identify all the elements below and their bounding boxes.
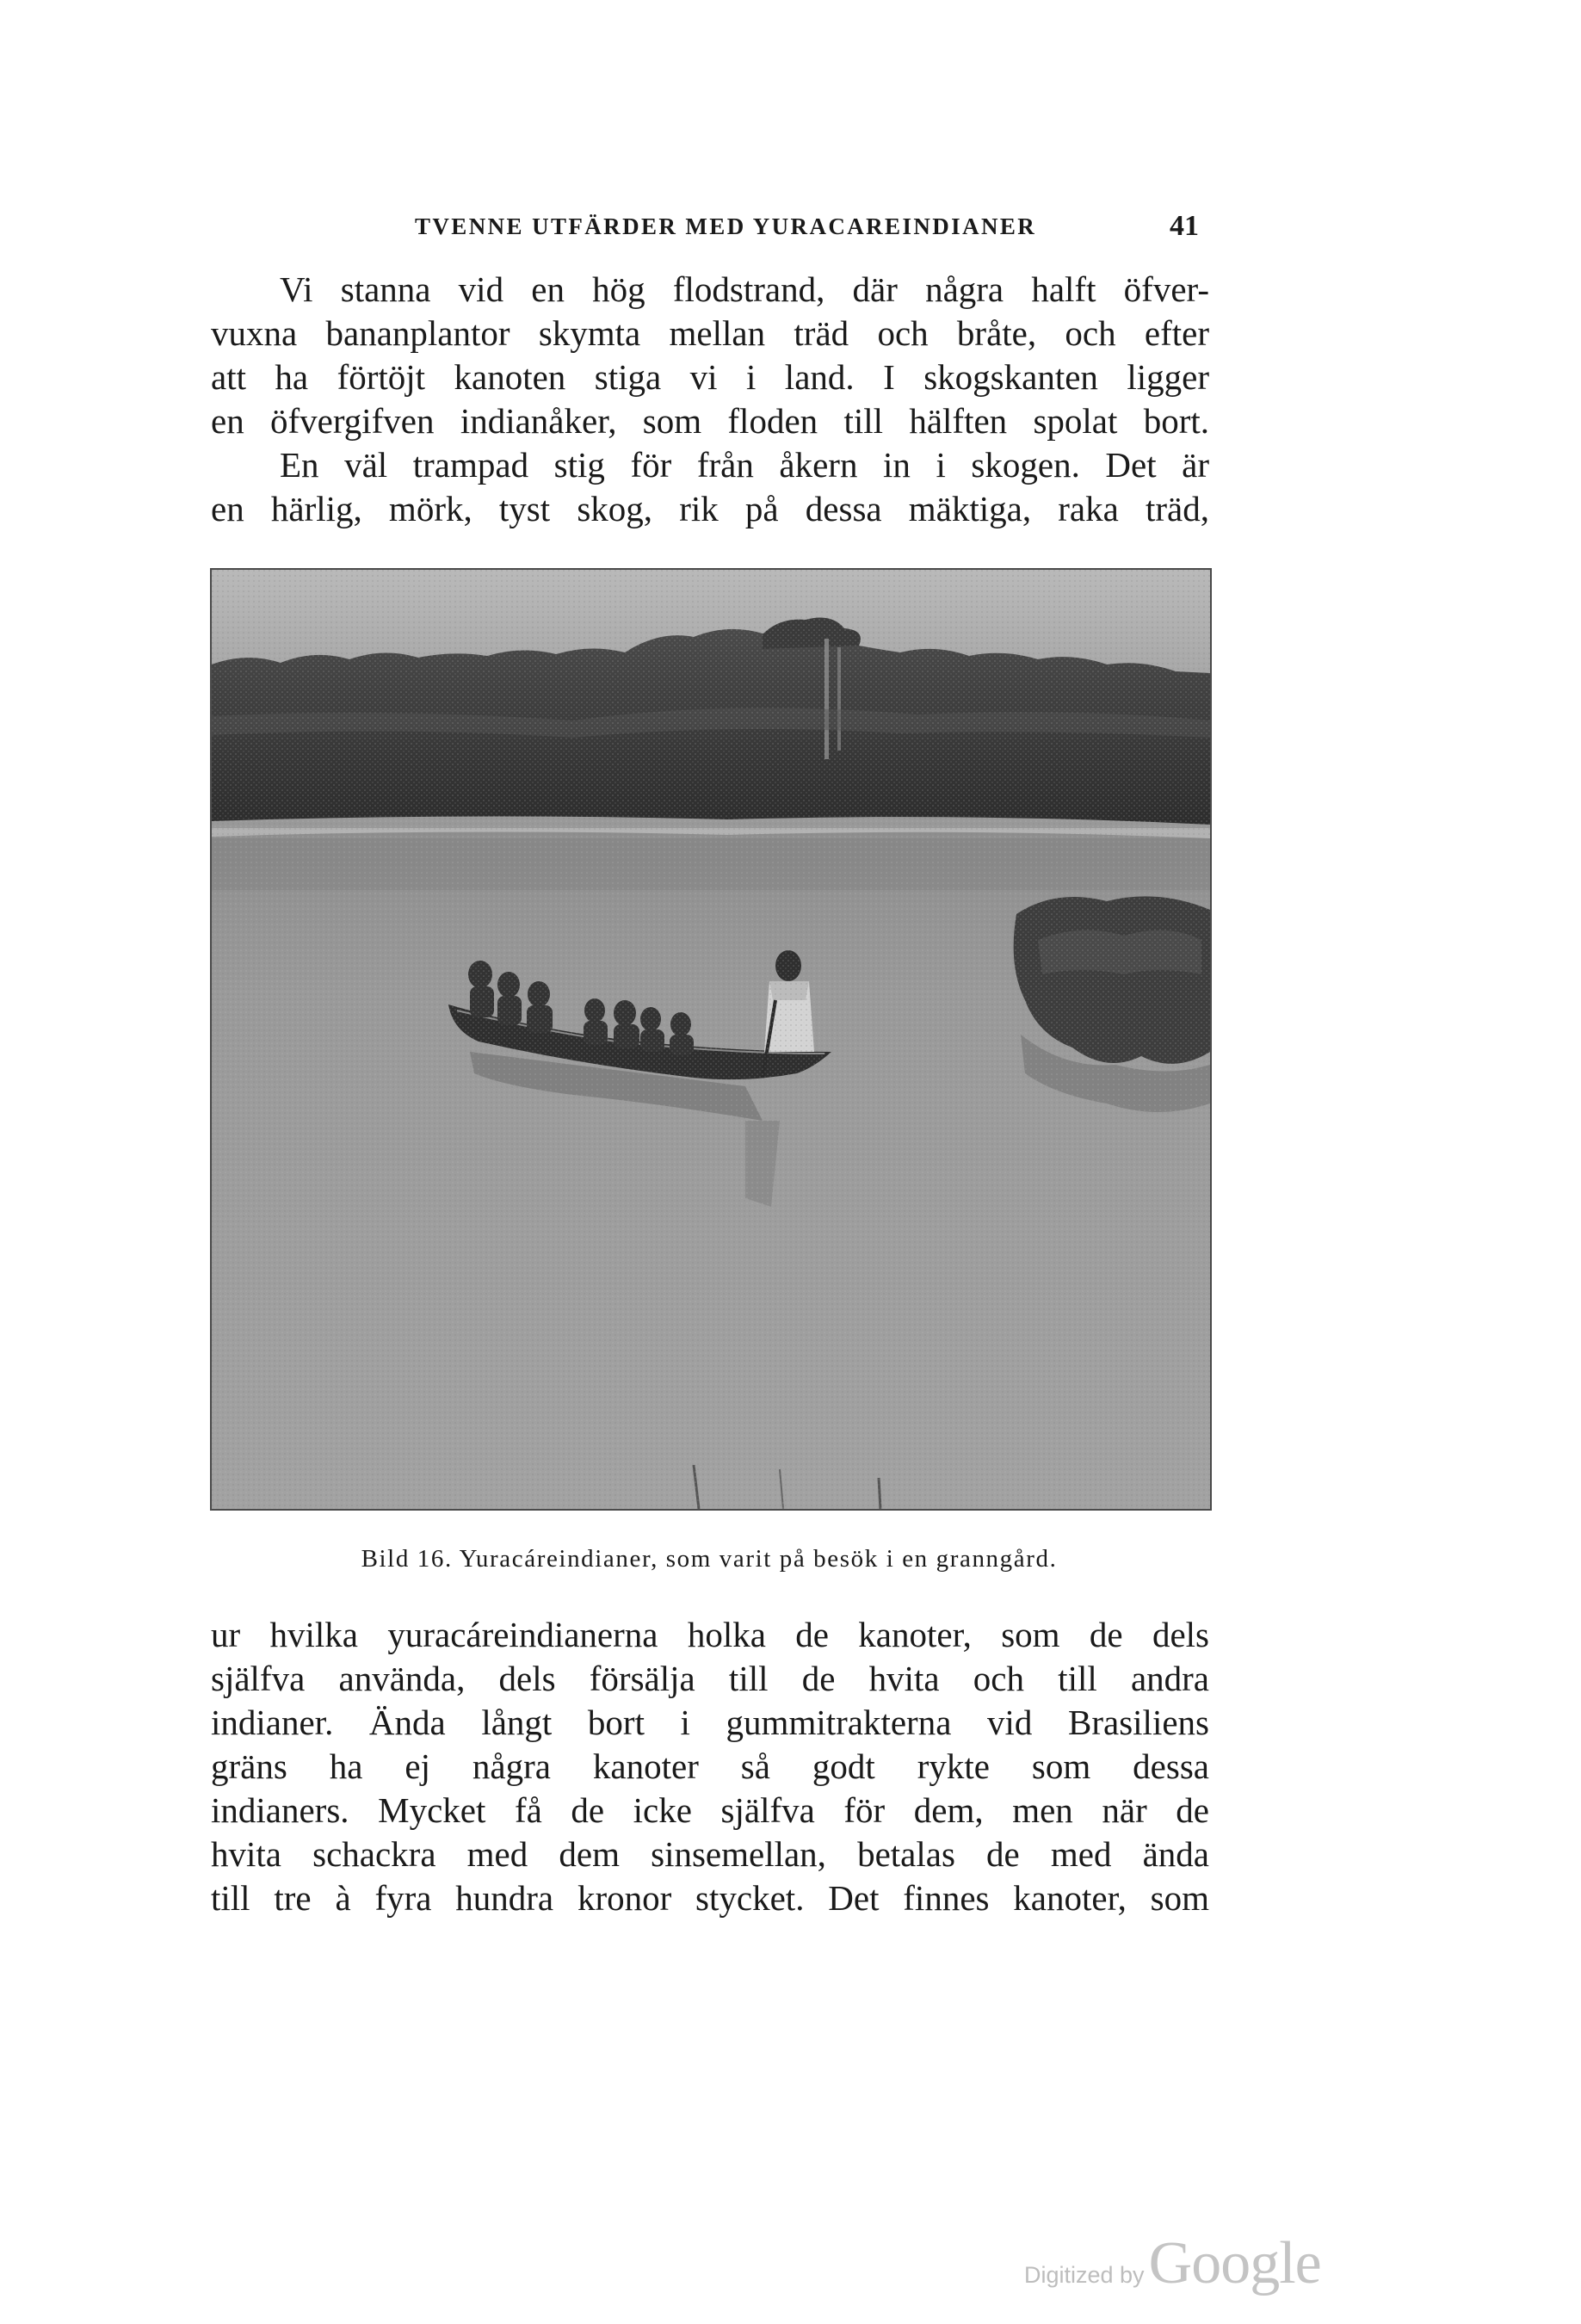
text-line: att ha förtöjt kanoten stiga vi i land. I skogskanten ligger: [211, 357, 1209, 397]
text-line: en öfvergifven indianåker, som floden till hälften spolat bort.: [211, 401, 1209, 441]
page-number: 41: [1170, 210, 1199, 242]
text-line: hvita schackra med dem sinsemellan, betalas de med ända: [211, 1834, 1209, 1874]
running-title: TVENNE UTFÄRDER MED YURACAREINDIANER: [415, 213, 1037, 239]
paragraph-bottom: [211, 1613, 1209, 1920]
text-line: gräns ha ej några kanoter så godt rykte som dessa: [211, 1746, 1209, 1786]
text-line: Vi stanna vid en hög flodstrand, där några halft öfver-: [280, 269, 1209, 309]
text-line: vuxna bananplantor skymta mellan träd och bråte, och efter: [211, 313, 1209, 353]
photograph-canoe-on-river: [210, 568, 1212, 1511]
text-line: indianers. Mycket få de icke själfva för dem, men när de: [211, 1790, 1209, 1830]
text-line: själfva använda, dels försälja till de hvita och till andra: [211, 1659, 1209, 1698]
paragraph-top: [211, 268, 1209, 531]
google-logo: Google: [1148, 2230, 1321, 2296]
running-head: [211, 210, 1209, 248]
text-line: En väl trampad stig för från åkern in i skogen. Det är: [280, 445, 1209, 485]
text-line: indianer. Ända långt bort i gummitrakterna vid Brasiliens: [211, 1703, 1209, 1742]
text-line: en härlig, mörk, tyst skog, rik på dessa mäktiga, raka träd,: [211, 489, 1209, 528]
text-line: till tre à fyra hundra kronor stycket. Det finnes kanoter, som: [211, 1878, 1209, 1918]
digitized-by-google-watermark: [1024, 2229, 1321, 2296]
text-line: ur hvilka yuracáreindianerna holka de kanoter, som de dels: [211, 1615, 1209, 1654]
watermark-prefix: Digitized by: [1024, 2262, 1145, 2288]
figure-caption: Bild 16. Yuracáreindianer, som varit på besök i en granngård.: [361, 1545, 1058, 1573]
